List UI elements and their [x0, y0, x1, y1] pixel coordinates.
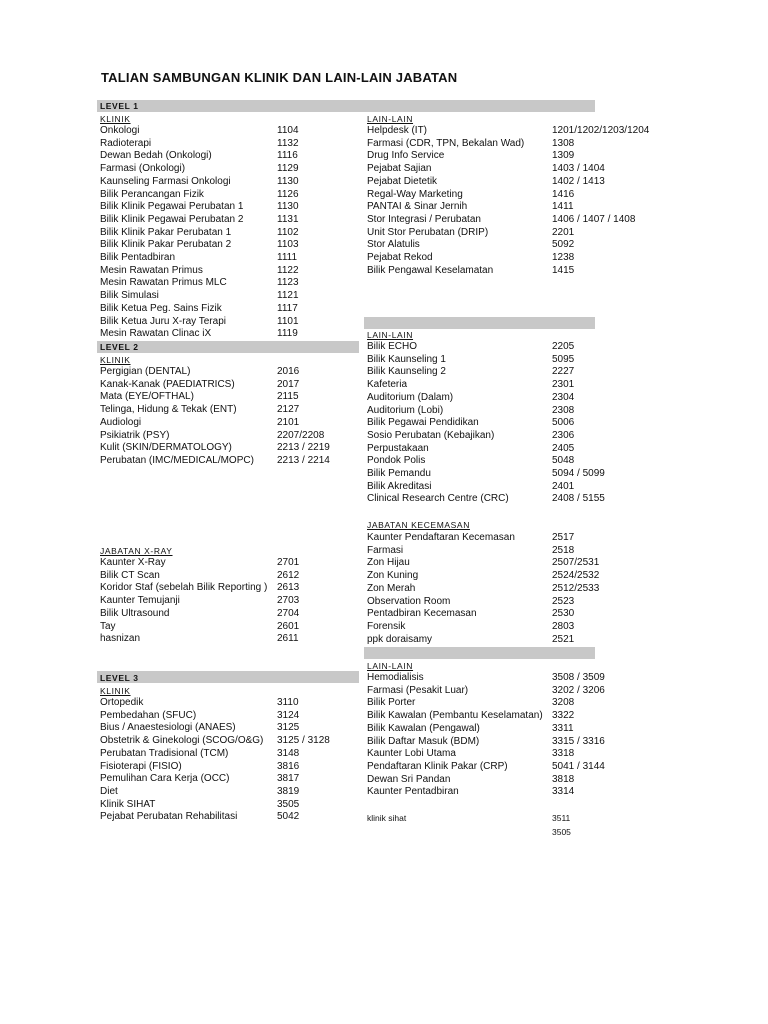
row-name: Dewan Bedah (Onkologi) — [100, 150, 212, 162]
row-extension: 2612 — [277, 569, 300, 581]
level1-heading: LEVEL 1 — [100, 101, 139, 111]
row-name: Kaunter Pendaftaran Kecemasan — [367, 532, 515, 543]
row-name: Bilik Pentadbiran — [100, 252, 176, 263]
level1-bar — [97, 100, 595, 112]
row-extension: 3202 / 3206 — [552, 684, 605, 696]
row-extension: 3124 — [277, 709, 300, 721]
row-name: Zon Hijau — [367, 557, 410, 569]
row-name: Bilik Kaunseling 2 — [367, 366, 446, 378]
row-extension: 1238 — [552, 252, 575, 263]
row-extension: 1201/1202/1203/1204 — [552, 125, 650, 136]
row-name: Bilik Klinik Pegawai Perubatan 1 — [100, 201, 244, 213]
row-extension: 1119 — [277, 328, 298, 340]
row-extension: 2524/2532 — [552, 570, 600, 582]
row-extension: 2405 — [552, 442, 575, 454]
row-extension: 3148 — [277, 747, 300, 759]
row-extension: 2205 — [552, 341, 575, 352]
row-name: Klinik SIHAT — [100, 798, 156, 810]
row-extension: 2213 / 2214 — [277, 454, 330, 466]
row-name: Bilik Ultrasound — [100, 607, 170, 619]
row-extension: 1132 — [277, 137, 299, 149]
row-extension: 2518 — [552, 544, 575, 556]
row-name: Bilik Klinik Pakar Perubatan 2 — [100, 239, 232, 251]
row-name: Audiologi — [100, 416, 142, 428]
row-extension: 1123 — [277, 277, 299, 289]
row-name: Telinga, Hidung & Tekak (ENT) — [100, 404, 237, 416]
row-name: Mesin Rawatan Primus — [100, 264, 203, 276]
row-name: Koridor Staf (sebelah Bilik Reporting ) — [100, 582, 268, 594]
row-name: Sosio Perubatan (Kebajikan) — [367, 429, 495, 441]
row-name: Bilik Akreditasi — [367, 480, 432, 492]
row-name: Perubatan Tradisional (TCM) — [100, 747, 229, 759]
row-extension: 1416 — [552, 188, 575, 200]
row-name: Farmasi (Onkologi) — [100, 163, 186, 175]
row-extension: 5041 / 3144 — [552, 760, 605, 772]
level1-klinik-heading: KLINIK — [100, 114, 131, 124]
row-name: Kaunter X-Ray — [100, 557, 166, 568]
row-name: Dewan Sri Pandan — [367, 773, 451, 785]
row-extension: 1130 — [277, 201, 299, 213]
row-name: Bilik Kaunseling 1 — [367, 353, 446, 365]
row-name: Kaunter Temujanji — [100, 595, 180, 607]
row-extension: 2401 — [552, 480, 575, 492]
row-name: Bilik Ketua Peg. Sains Fizik — [100, 302, 222, 314]
row-name: Unit Stor Perubatan (DRIP) — [367, 226, 489, 238]
row-extension: 1117 — [277, 302, 298, 314]
row-name: Pentadbiran Kecemasan — [367, 608, 477, 620]
row-extension: 3125 / 3128 — [277, 735, 330, 747]
row-name: Hemodialisis — [367, 672, 424, 683]
row-extension: 1406 / 1407 / 1408 — [552, 213, 636, 225]
row-name: Helpdesk (IT) — [367, 125, 428, 136]
row-name: Perubatan (IMC/MEDICAL/MOPC) — [100, 454, 254, 466]
row-extension: 2704 — [277, 607, 300, 619]
row-name: Bilik Klinik Pegawai Perubatan 2 — [100, 213, 244, 225]
row-name: Pondok Polis — [367, 455, 426, 467]
row-extension: 2611 — [277, 633, 299, 645]
row-extension: 2703 — [277, 595, 300, 607]
row-name: Fisioterapi (FISIO) — [100, 760, 182, 772]
row-name: Kanak-Kanak (PAEDIATRICS) — [100, 378, 235, 390]
klinik-sihat-note: klinik sihat — [367, 813, 407, 823]
row-extension: 1116 — [277, 150, 298, 162]
row-name: Mata (EYE/OFTHAL) — [100, 391, 194, 403]
row-extension: 2701 — [277, 557, 300, 568]
row-name: Kulit (SKIN/DERMATOLOGY) — [100, 442, 232, 454]
row-extension: 5092 — [552, 239, 575, 251]
kecemasan-heading: JABATAN KECEMASAN — [367, 520, 470, 530]
lain-lain-1-heading: LAIN-LAIN — [367, 114, 414, 124]
row-name: Pendaftaran Klinik Pakar (CRP) — [367, 760, 508, 772]
row-extension: 2017 — [277, 378, 300, 390]
row-name: Farmasi — [367, 544, 404, 556]
row-extension: 5095 — [552, 353, 575, 365]
row-name: Bilik CT Scan — [100, 569, 160, 581]
row-extension: 3817 — [277, 773, 300, 785]
row-name: Bilik ECHO — [367, 341, 418, 352]
row-name: Mesin Rawatan Clinac iX — [100, 328, 212, 340]
row-extension: 2308 — [552, 404, 575, 416]
row-extension: 2512/2533 — [552, 582, 600, 594]
row-extension: 2613 — [277, 582, 300, 594]
level2-klinik-heading: KLINIK — [100, 355, 131, 365]
row-extension: 1102 — [277, 226, 299, 238]
row-name: Kaunter Pentadbiran — [367, 786, 459, 798]
row-extension: 3505 — [277, 798, 300, 810]
row-extension: 3110 — [277, 697, 299, 708]
row-extension: 3818 — [552, 773, 575, 785]
row-name: Bilik Klinik Pakar Perubatan 1 — [100, 226, 232, 238]
row-name: Bilik Porter — [367, 697, 416, 709]
row-extension: 1121 — [277, 290, 299, 302]
row-name: Bius / Anaestesiologi (ANAES) — [100, 722, 236, 734]
row-extension: 3314 — [552, 786, 575, 798]
row-name: Stor Integrasi / Perubatan — [367, 213, 481, 225]
level2-heading: LEVEL 2 — [100, 342, 139, 352]
row-extension: 2127 — [277, 404, 300, 416]
row-extension: 3125 — [277, 722, 300, 734]
lain-lain-2-heading: LAIN-LAIN — [367, 330, 414, 340]
row-name: Tay — [100, 620, 116, 632]
row-name: Bilik Daftar Masuk (BDM) — [367, 735, 480, 747]
row-extension: 1130 — [277, 175, 299, 187]
row-extension: 2523 — [552, 595, 575, 607]
row-name: Radioterapi — [100, 137, 152, 149]
row-extension: 1103 — [277, 239, 299, 251]
row-name: Pemulihan Cara Kerja (OCC) — [100, 773, 230, 785]
row-name: Kaunseling Farmasi Onkologi — [100, 175, 231, 187]
row-name: Mesin Rawatan Primus MLC — [100, 277, 227, 289]
row-extension: 3311 — [552, 722, 574, 734]
row-name: Psikiatrik (PSY) — [100, 429, 170, 441]
row-extension: 1129 — [277, 163, 299, 175]
row-extension: 1403 / 1404 — [552, 163, 605, 175]
row-name: Diet — [100, 785, 118, 797]
row-extension: 1122 — [277, 264, 299, 276]
row-name: Bilik Pemandu — [367, 468, 431, 479]
row-name: Bilik Kawalan (Pengawal) — [367, 722, 480, 734]
row-name: Bilik Perancangan Fizik — [100, 188, 204, 200]
row-extension: 2521 — [552, 633, 575, 645]
row-extension: 3208 — [552, 697, 575, 709]
row-extension: 2306 — [552, 429, 575, 441]
row-name: Bilik Ketua Juru X-ray Terapi — [100, 315, 226, 327]
row-extension: 2213 / 2219 — [277, 442, 330, 454]
row-name: Obstetrik & Ginekologi (SCOG/O&G) — [100, 735, 264, 747]
row-extension: 2530 — [552, 608, 575, 620]
row-extension: 2507/2531 — [552, 557, 600, 569]
row-extension: 1411 — [552, 201, 574, 213]
row-extension: 2304 — [552, 391, 575, 403]
klinik-sihat-ext-1: 3511 — [552, 813, 571, 823]
row-extension: 3318 — [552, 748, 575, 760]
row-name: Bilik Kawalan (Pembantu Keselamatan) — [367, 710, 543, 722]
row-name: Auditorium (Dalam) — [367, 391, 454, 403]
row-extension: 5048 — [552, 455, 575, 467]
row-name: Bilik Pengawal Keselamatan — [367, 264, 494, 276]
row-extension: 1126 — [277, 188, 299, 200]
row-name: Perpustakaan — [367, 442, 429, 454]
row-extension: 1111 — [277, 252, 298, 263]
row-name: PANTAI & Sinar Jernih — [367, 201, 468, 213]
lain-lain-3-heading: LAIN-LAIN — [367, 661, 414, 671]
level3-heading: LEVEL 3 — [100, 673, 139, 683]
row-name: Farmasi (Pesakit Luar) — [367, 684, 469, 696]
row-name: Zon Kuning — [367, 570, 419, 582]
klinik-sihat-ext-2: 3505 — [552, 827, 571, 837]
row-extension: 1101 — [277, 315, 299, 327]
row-name: Kaunter Lobi Utama — [367, 748, 456, 760]
row-name: Pejabat Dietetik — [367, 175, 438, 187]
row-extension: 2201 — [552, 226, 575, 238]
row-name: Clinical Research Centre (CRC) — [367, 493, 509, 505]
row-name: Pejabat Rekod — [367, 252, 433, 263]
row-name: ppk doraisamy — [367, 633, 433, 645]
row-extension: 2227 — [552, 366, 575, 378]
xray-heading: JABATAN X-RAY — [100, 546, 173, 556]
row-name: hasnizan — [100, 633, 141, 645]
row-name: Farmasi (CDR, TPN, Bekalan Wad) — [367, 137, 525, 149]
row-extension: 2115 — [277, 391, 299, 403]
row-extension: 3819 — [277, 785, 300, 797]
row-extension: 5094 / 5099 — [552, 468, 605, 479]
row-extension: 5006 — [552, 417, 575, 429]
row-name: Onkologi — [100, 125, 140, 136]
lain-lain-3-bar — [364, 647, 595, 659]
row-extension: 2803 — [552, 620, 575, 632]
row-extension: 1104 — [277, 125, 299, 136]
row-extension: 1309 — [552, 150, 575, 162]
row-name: Forensik — [367, 620, 406, 632]
row-extension: 2016 — [277, 366, 300, 377]
row-extension: 3322 — [552, 710, 575, 722]
row-extension: 1402 / 1413 — [552, 175, 605, 187]
row-extension: 2408 / 5155 — [552, 493, 605, 505]
row-extension: 3508 / 3509 — [552, 672, 605, 683]
row-extension: 1308 — [552, 137, 575, 149]
row-name: Drug Info Service — [367, 150, 445, 162]
row-name: Kafeteria — [367, 379, 408, 391]
row-extension: 2207/2208 — [277, 429, 325, 441]
row-name: Pergigian (DENTAL) — [100, 366, 191, 377]
row-name: Regal-Way Marketing — [367, 188, 463, 200]
row-name: Ortopedik — [100, 697, 144, 708]
lain-lain-2-bar — [364, 317, 595, 329]
row-extension: 2101 — [277, 416, 300, 428]
row-name: Observation Room — [367, 595, 451, 607]
row-name: Pejabat Perubatan Rehabilitasi — [100, 811, 238, 823]
row-name: Zon Merah — [367, 582, 416, 594]
row-name: Stor Alatulis — [367, 239, 420, 251]
row-name: Pejabat Sajian — [367, 163, 432, 175]
row-name: Pembedahan (SFUC) — [100, 709, 197, 721]
row-extension: 2601 — [277, 620, 300, 632]
row-extension: 3315 / 3316 — [552, 735, 605, 747]
row-extension: 5042 — [277, 811, 300, 823]
row-extension: 2301 — [552, 379, 575, 391]
row-extension: 2517 — [552, 532, 575, 543]
level3-klinik-heading: KLINIK — [100, 686, 131, 696]
row-name: Auditorium (Lobi) — [367, 404, 444, 416]
row-name: Bilik Simulasi — [100, 290, 159, 302]
row-extension: 1131 — [277, 213, 299, 225]
row-extension: 3816 — [277, 760, 300, 772]
page-title: TALIAN SAMBUNGAN KLINIK DAN LAIN-LAIN JABATAN — [101, 70, 458, 85]
row-name: Bilik Pegawai Pendidikan — [367, 417, 479, 429]
row-extension: 1415 — [552, 264, 575, 276]
